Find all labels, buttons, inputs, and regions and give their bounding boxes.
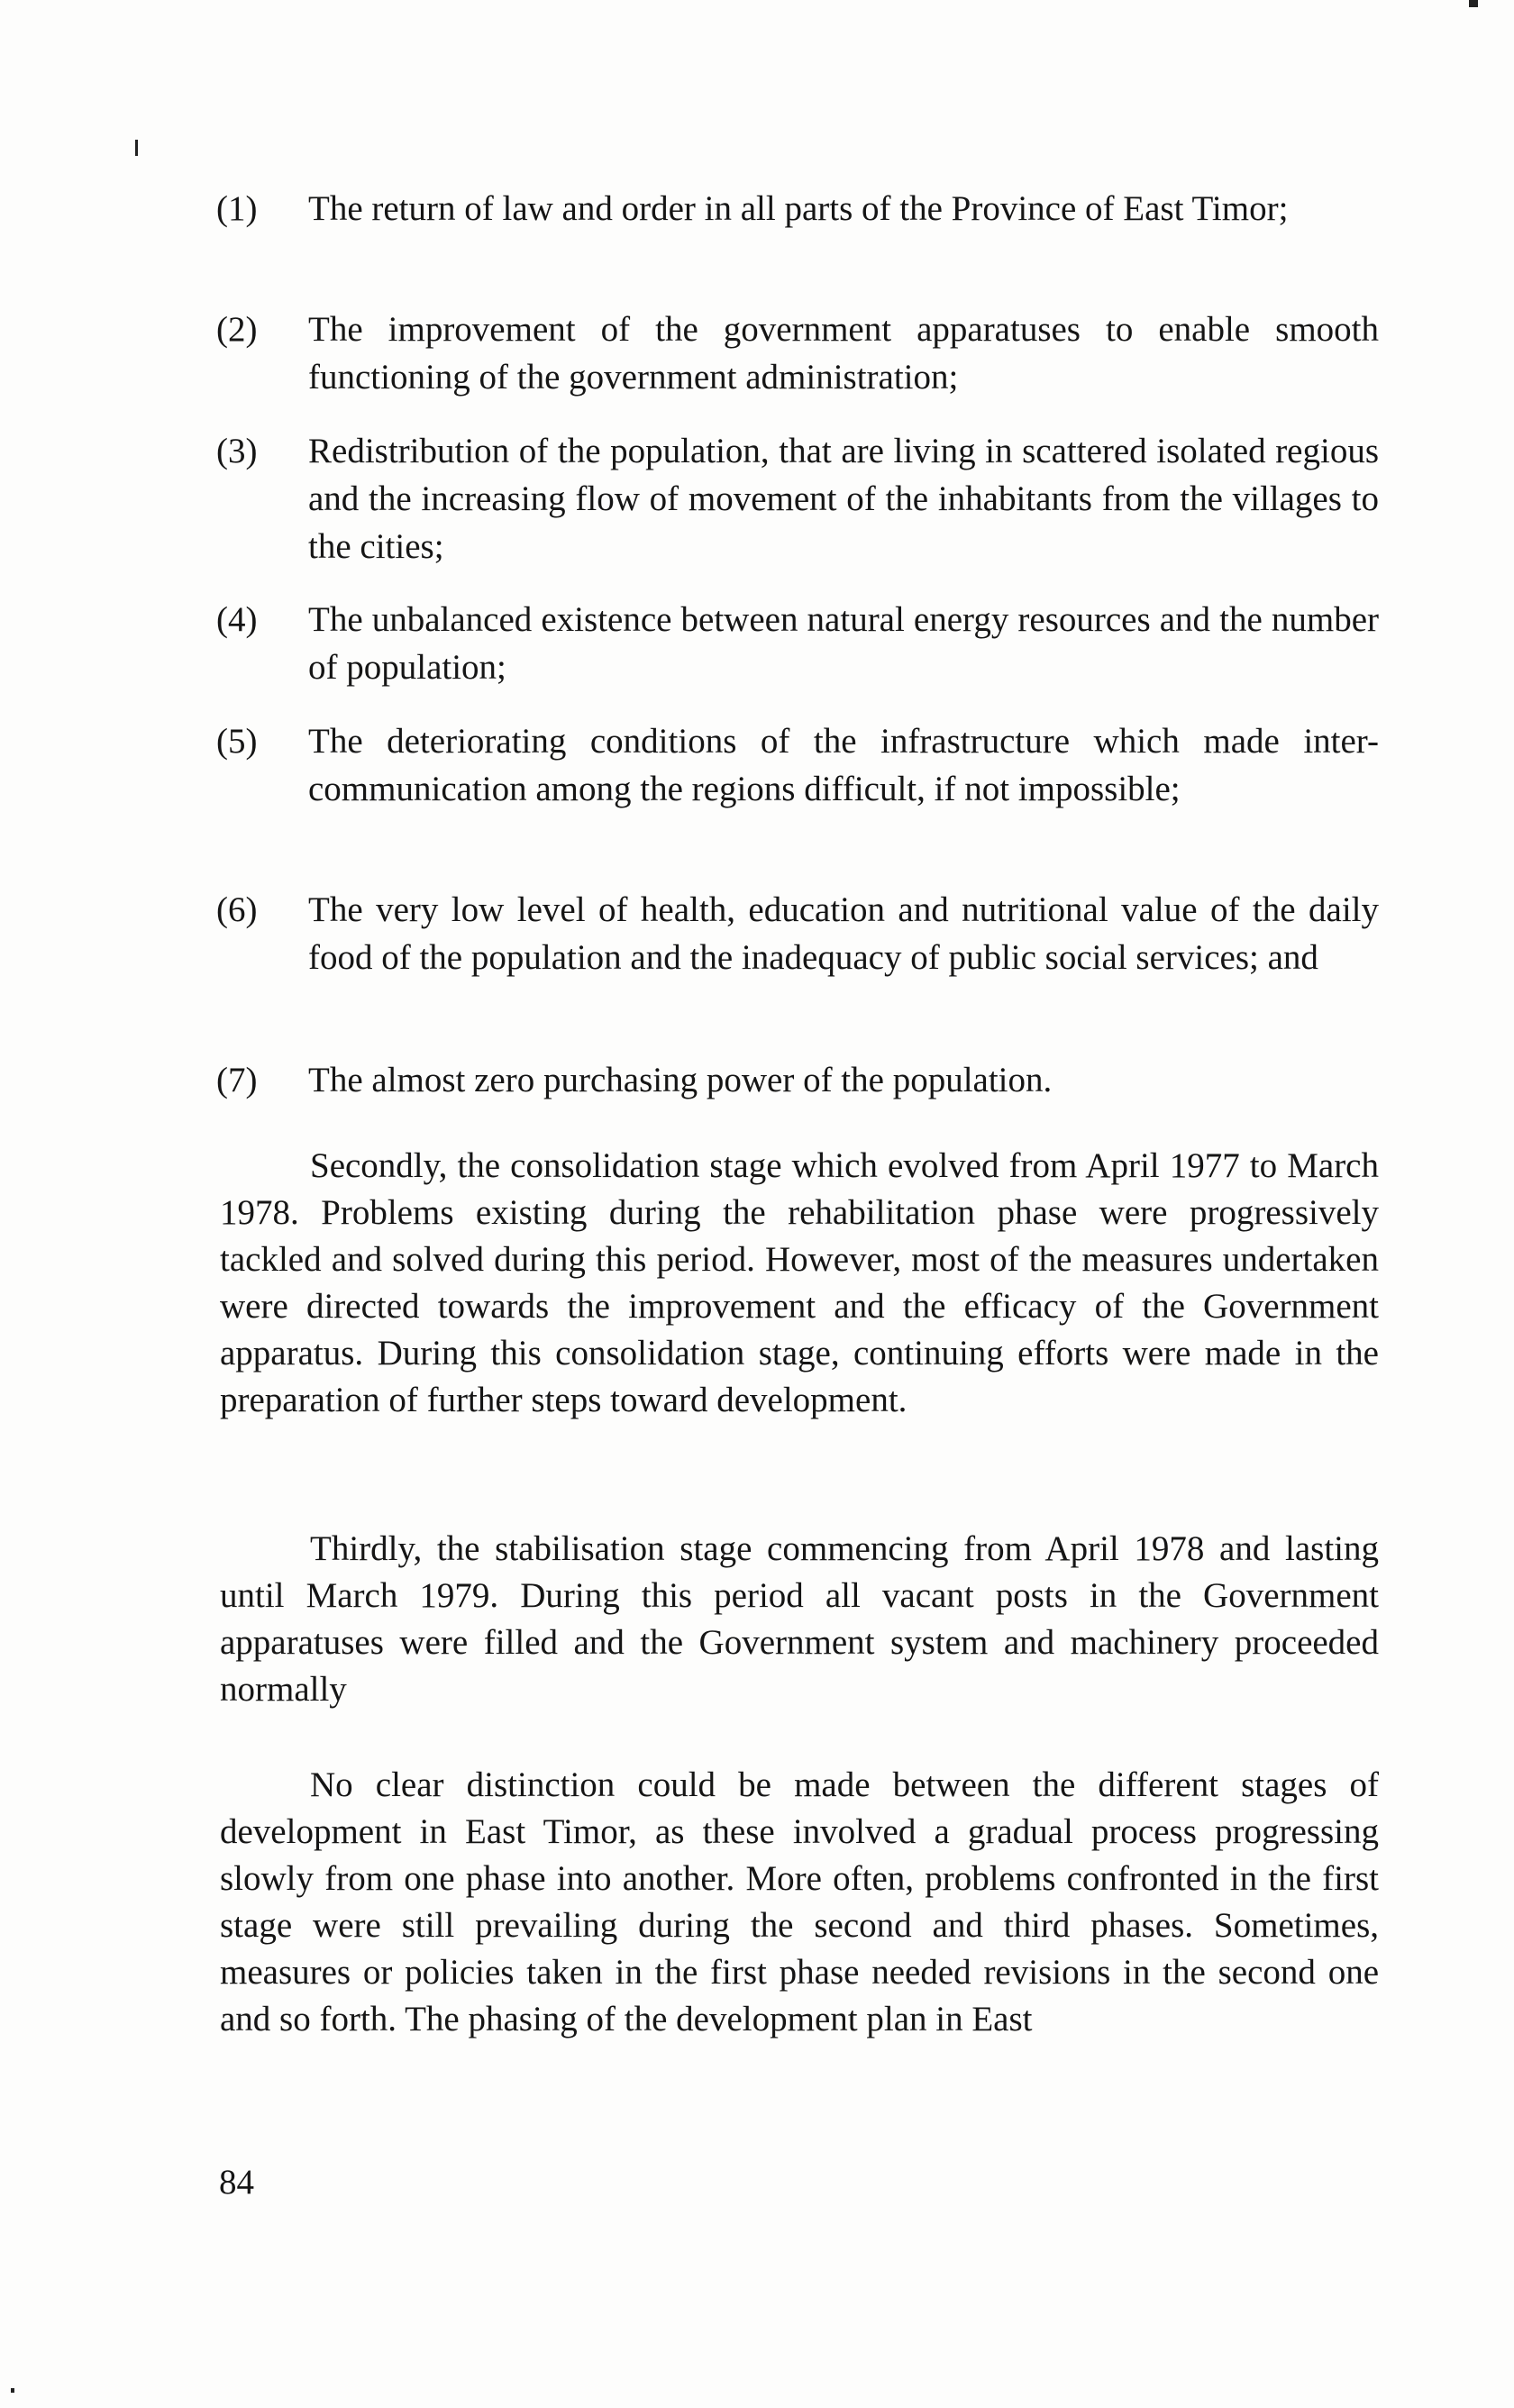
list-item-number: (1) [216, 189, 258, 228]
list-item [216, 427, 1379, 570]
body-paragraph: Thirdly, the stabilisation stage commencing from April 1978 and lasting until March 1979. During this period all vacant posts in the Government apparatuses were filled and the Government system and machinery proceeded normally [220, 1529, 1379, 1709]
body-paragraph: Secondly, the consolidation stage which evolved from April 1977 to March 1978. Problems existing during the rehabilitation phase were progressively tackled and solved during this period. However, most of the measures undertaken were directed towards the improvement and the efficacy of the Government apparatus. During this consolidation stage, continuing efforts were made in the preparation of further steps toward development. [220, 1146, 1379, 1419]
list-item-number: (5) [216, 722, 258, 761]
list-item-text: The improvement of the government apparatuses to enable smooth functioning of the government administration; [308, 310, 1379, 397]
list-item-number: (7) [216, 1061, 258, 1099]
body-paragraph: No clear distinction could be made between the different stages of development in East Timor, as these involved a gradual process progressing slowly from one phase into another. More often, problems confronted in the first stage were still prevailing during the second and third phases. Sometimes, measures or policies taken in the first phase needed revisions in the second one and so forth. The phasing of the development plan in East [220, 1765, 1379, 2039]
list-item-text: The return of law and order in all parts of the Province of East Timor; [308, 189, 1289, 228]
list-item-text: The almost zero purchasing power of the population. [308, 1061, 1053, 1099]
list-item [216, 306, 1379, 401]
scan-mark [135, 140, 138, 156]
list-item-text: The deteriorating conditions of the infrastructure which made inter-communication among the regions difficult, if not impossible; [308, 722, 1379, 808]
scan-mark [1469, 0, 1478, 7]
list-item [216, 717, 1379, 813]
scan-mark [11, 2388, 14, 2393]
list-item-number: (3) [216, 432, 258, 470]
list-item-number: (2) [216, 310, 258, 349]
list-item-number: (6) [216, 890, 258, 929]
list-item-text: The very low level of health, education and nutritional value of the daily food of the population and the inadequacy of public social services; and [308, 890, 1379, 977]
list-item-text: The unbalanced existence between natural energy resources and the number of population; [308, 600, 1379, 687]
list-item [216, 886, 1379, 981]
list-item [216, 185, 1379, 233]
list-item [216, 596, 1379, 691]
list-item [216, 1056, 1379, 1104]
list-item-text: Redistribution of the population, that are living in scattered isolated regious and the increasing flow of movement of the inhabitants from the villages to the cities; [308, 432, 1379, 566]
page-number: 84 [219, 2163, 254, 2202]
list-item-number: (4) [216, 600, 258, 639]
